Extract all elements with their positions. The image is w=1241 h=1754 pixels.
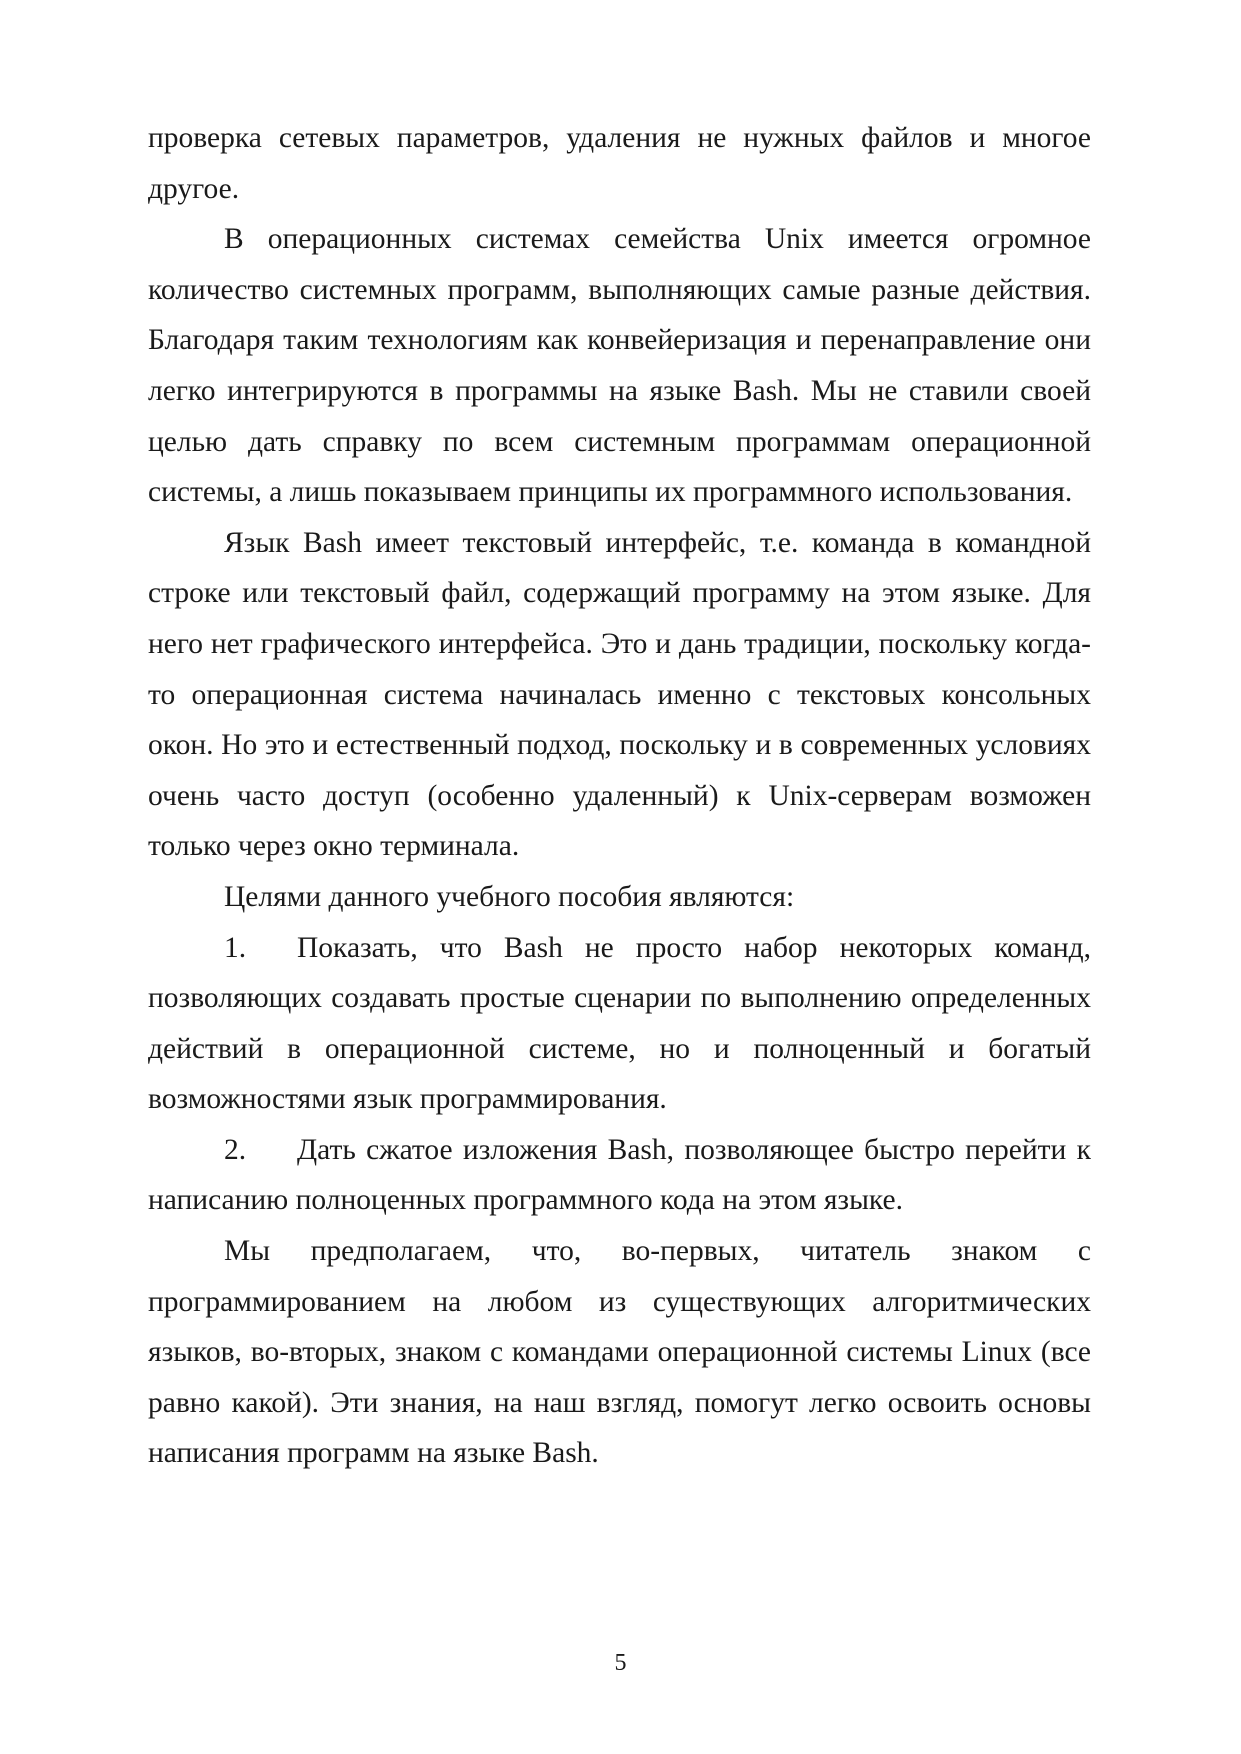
paragraph-assumptions: Мы предполагаем, что, во-первых, читатель знаком с программированием на любом из существующих алгоритмических языков, во-вторых, знаком с командами операционной системы Linux (все равно какой). Эти знания, на наш взгляд, помогут легко освоить основы написания программ на языке Bash. <box>148 1235 1091 1470</box>
list-item <box>148 1125 1091 1226</box>
list-item-number: 2. <box>224 1133 247 1166</box>
body-text <box>148 113 1091 1479</box>
list-item-text: Показать, что Bash не просто набор некоторых команд, позволяющих создавать простые сценарии по выполнению определенных действий в операционной системе, но и полноценный и богатый возможностями язык программирования. <box>148 931 1091 1116</box>
page-number: 5 <box>614 1650 627 1676</box>
list-item-text: Дать сжатое изложения Bash, позволяющее быстро перейти к написанию полноценных программного кода на этом языке. <box>148 1133 1091 1217</box>
paragraph-unix-programs: В операционных системах семейства Unix имеется огромное количество системных программ, выполняющих самые разные действия. Благодаря таким технологиям как конвейеризация и перенаправление они легко интегрируются в программы на языке Bash. Мы не ставили своей целью дать справку по всем системным программам операционной системы, а лишь показываем принципы их программного использования. <box>148 223 1091 509</box>
list-item-number: 1. <box>224 931 247 964</box>
list-item <box>148 923 1091 1125</box>
paragraph-continuation: проверка сетевых параметров, удаления не нужных файлов и многое другое. <box>148 122 1091 205</box>
paragraph-goals-intro: Целями данного учебного пособия являются: <box>224 880 795 913</box>
paragraph-bash-interface: Язык Bash имеет текстовый интерфейс, т.е. команда в командной строке или текстовый файл, содержащий программу на этом языке. Для него нет графического интерфейса. Это и дань традиции, поскольку когда-то операционная система начиналась именно с текстовых консольных окон. Но это и естественный подход, поскольку и в современных условиях очень часто доступ (особенно удаленный) к Unix-серверам возможен только через окно терминала. <box>148 526 1091 863</box>
